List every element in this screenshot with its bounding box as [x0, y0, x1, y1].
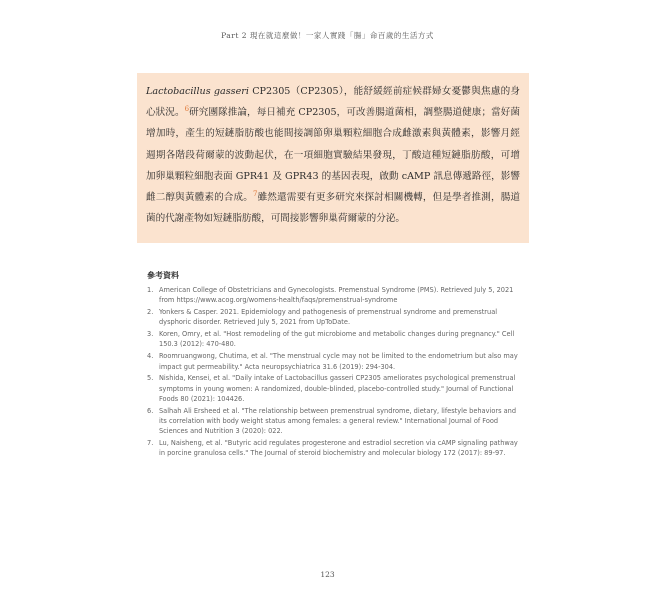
reference-number: 4. [147, 352, 154, 361]
reference-text: Lu, Naisheng, et al. "Butyric acid regulates progesterone and estradiol secretion via cAMP signaling pathway in porcine granulosa cells." The Journal of steroid biochemistry and molecular biology 172 (2017): 89-97. [159, 439, 518, 458]
reference-number: 6. [147, 406, 154, 415]
reference-text: Nishida, Kensei, et al. "Daily intake of Lactobacillus gasseri CP2305 ameliorates psychological premenstrual symptoms in young women: A randomized, double-blinded, placebo-controlled study." Journal of Functional Foods 80 (2021): 104426. [159, 374, 516, 403]
references-list [147, 285, 522, 460]
running-head: Part 2 現在就這麼做！一家人實踐「腸」命百歲的生活方式 [221, 31, 434, 40]
reference-item [147, 438, 522, 459]
references-heading: 參考資料 [147, 270, 179, 280]
citation-marker-6[interactable]: 6 [184, 105, 190, 114]
callout-text-1: CP2305（CP2305），能舒緩經前症候群婦女憂鬱與焦慮的身心狀況。 [146, 86, 520, 119]
reference-text: Yonkers & Casper. 2021. Epidemiology and pathogenesis of premenstrual syndrome and premenstrual dysphoric disorder. Retrieved July 5, 2021 from UpToDate. [159, 308, 498, 327]
reference-item [147, 285, 522, 306]
callout-text-2: 研究團隊推論，每日補充 CP2305，可改善腸道菌相，調整腸道健康；當好菌增加時，產生的短鏈脂肪酸也能間接調節卵巢顆粒細胞合成雌激素與黃體素，影響月經週期各階段荷爾蒙的波動起伏，在一項細胞實驗結果發現，丁酸這種短鏈脂肪酸，可增加卵巢顆粒細胞表面 GPR41 及 GPR43 的基因表現，啟動 cAMP 訊息傳遞路徑，影響雌二醇與黃體素的合成。 [146, 107, 520, 204]
reference-text: American College of Obstetricians and Gynecologists. Premenstual Syndrome (PMS). Retrieved July 5, 2021 from https://www.acog.org/womens-health/faqs/premenstrual-syndrome [159, 286, 514, 305]
reference-number: 2. [147, 308, 154, 317]
reference-number: 3. [147, 330, 154, 339]
reference-text: Roomruangwong, Chutima, et al. "The menstrual cycle may not be limited to the endometrium but also may impact gut permeability." Acta neuropsychiatrica 31.6 (2019): 294-304. [159, 352, 518, 371]
reference-item [147, 406, 522, 437]
species-name: Lactobacillus gasseri [146, 86, 249, 97]
reference-number: 5. [147, 374, 154, 383]
reference-item [147, 329, 522, 350]
reference-item [147, 307, 522, 328]
citation-marker-7[interactable]: 7 [252, 189, 258, 198]
reference-item [147, 373, 522, 404]
reference-text: Koren, Omry, et al. "Host remodeling of the gut microbiome and metabolic changes during pregnancy." Cell 150.3 (2012): 470-480. [159, 330, 515, 349]
reference-item [147, 351, 522, 372]
page-number: 123 [320, 570, 335, 579]
reference-number: 7. [147, 439, 154, 448]
highlight-callout [137, 73, 529, 243]
callout-text-3: 雖然還需要有更多研究來探討相關機轉，但是學者推測，腸道菌的代謝產物如短鏈脂肪酸，可間接影響卵巢荷爾蒙的分泌。 [146, 192, 521, 225]
reference-text: Salhah Ali Ersheed et al. "The relationship between premenstrual syndrome, dietary, lifestyle behaviors and its correlation with body weight status among females: a general review." International Journal of Food Sciences and Nutrition 3 (2020): 022. [159, 406, 517, 436]
reference-number: 1. [147, 286, 154, 294]
